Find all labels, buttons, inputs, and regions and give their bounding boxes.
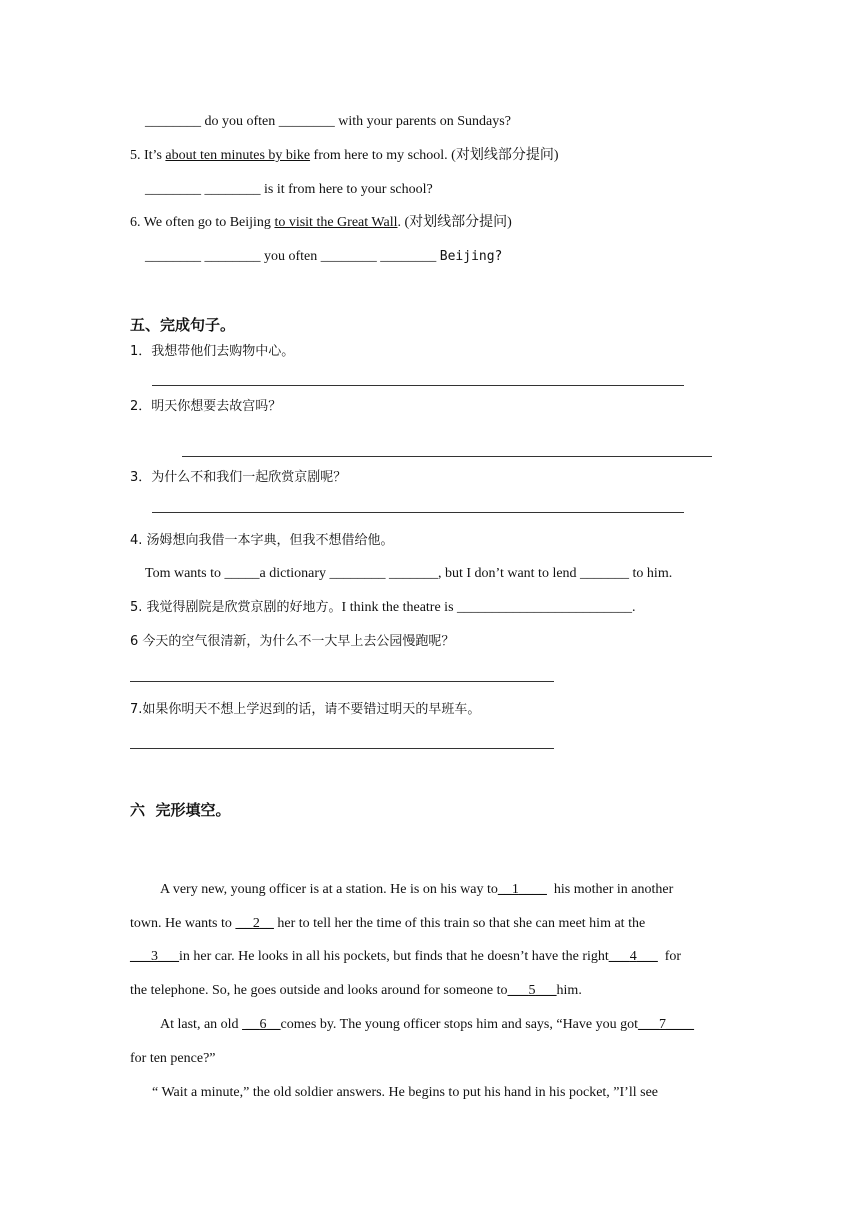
q6-prefix: 6. We often go to Beijing xyxy=(130,215,275,230)
q4-answer-line: ________ do you often ________ with your parents on Sundays? xyxy=(145,114,511,129)
q6-underlined: to visit the Great Wall xyxy=(274,215,398,230)
section5-heading: 五、完成句子。 xyxy=(130,316,236,334)
s5-answer-line-7 xyxy=(130,748,554,749)
q5-question xyxy=(130,147,559,165)
s5-answer-line-3 xyxy=(152,512,684,513)
cloze-line-4 xyxy=(130,982,582,1000)
cloze-line-1-text-a: A very new, young officer is at a station. He is on his way to xyxy=(160,882,498,897)
s5-answer-line-2 xyxy=(182,456,712,457)
s5-item-4-english: Tom wants to _____a dictionary ________ _______, but I don’t want to lend _______ to him. xyxy=(145,566,673,581)
s5-item-5-zh: 5. 我觉得剧院是欣赏京剧的好地方。 xyxy=(130,600,342,615)
s5-item-7: 7.如果你明天不想上学迟到的话，请不要错过明天的早班车。 xyxy=(130,702,481,717)
cloze-blank-7: ___7____ xyxy=(638,1017,694,1032)
s5-answer-line-1 xyxy=(152,385,684,386)
s5-item-5 xyxy=(130,599,636,617)
s5-item-1: 1．我想带他们去购物中心。 xyxy=(130,344,295,359)
q5-prefix: 5. It’s xyxy=(130,148,166,163)
s5-item-6: 6 今天的空气很清新，为什么不一大早上去公园慢跑呢？ xyxy=(130,634,455,649)
q6-answer-beijing: Beijing? xyxy=(439,249,503,264)
cloze-line-3-text-a: in her car. He looks in all his pockets, but finds that he doesn’t have the right xyxy=(179,949,609,964)
cloze-line-3 xyxy=(130,948,681,966)
q5-answer-line: ________ ________ is it from here to your school? xyxy=(145,182,433,197)
cloze-line-2-text-c: her to tell her the time of this train so that she can meet him at the xyxy=(273,916,646,931)
s5-answer-line-6 xyxy=(130,681,554,682)
cloze-line-6: for ten pence?” xyxy=(130,1051,216,1066)
cloze-blank-2: __2__ xyxy=(235,916,274,931)
cloze-blank-3: ___3___ xyxy=(130,949,179,964)
s5-item-4: 4. 汤姆想向我借一本字典，但我不想借给他。 xyxy=(130,533,394,548)
cloze-line-5-text-a: At last, an old xyxy=(160,1017,243,1032)
cloze-line-5-text-c: comes by. The young officer stops him and says, “Have you got xyxy=(280,1017,638,1032)
q6-answer-line xyxy=(145,248,502,266)
cloze-line-1-text-c: his mother in another xyxy=(553,882,674,897)
cloze-line-2 xyxy=(130,915,645,933)
section6-heading: 六 完形填空。 xyxy=(130,801,231,819)
q6-suffix: . (对划线部分提问) xyxy=(397,215,512,230)
cloze-line-5 xyxy=(160,1016,694,1034)
cloze-blank-6: __6__ xyxy=(242,1017,281,1032)
cloze-line-7: “ Wait a minute,” the old soldier answers. He begins to put his hand in his pocket, ”I’ll see xyxy=(152,1085,658,1100)
cloze-blank-5: ___5___ xyxy=(507,983,557,998)
cloze-blank-1: __1____ xyxy=(497,882,547,897)
q5-underlined: about ten minutes by bike xyxy=(165,148,311,163)
cloze-line-4-text-c: him. xyxy=(556,983,582,998)
s5-item-3: 3．为什么不和我们一起欣赏京剧呢？ xyxy=(130,470,347,485)
cloze-line-2-text-a: town. He wants to xyxy=(130,916,236,931)
cloze-blank-4: ___4___ xyxy=(608,949,658,964)
q5-suffix: from here to my school. (对划线部分提问) xyxy=(310,148,559,163)
cloze-line-4-text-a: the telephone. So, he goes outside and looks around for someone to xyxy=(130,983,508,998)
s5-item-5-en: I think the theatre is _________________________. xyxy=(341,600,636,615)
s5-item-2: 2．明天你想要去故宫吗？ xyxy=(130,399,282,414)
q6-question xyxy=(130,214,512,232)
cloze-line-1 xyxy=(160,881,673,899)
q6-answer-blanks: ________ ________ you often ________ ________ xyxy=(145,249,440,264)
cloze-line-3-text-c: for xyxy=(664,949,682,964)
